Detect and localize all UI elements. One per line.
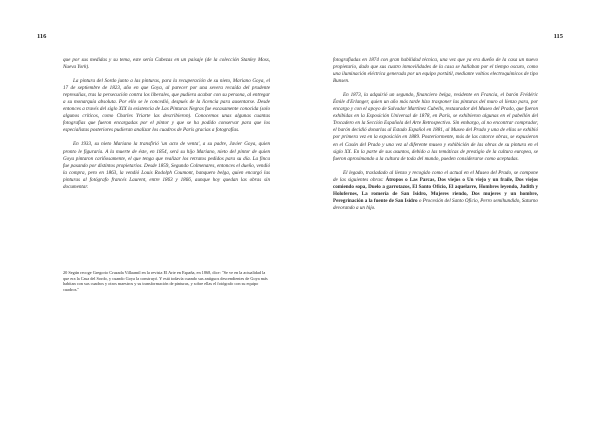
left-paragraph-2: La pintura del Sordo junto a las pinturas, para la recuperación de su nieto, Mariano Goya, el 17 de septiembre de 1823, año en que Goya, al parecer por una severa recaída del prudente represalias, tras la persecución contra los liberales, que pudiera acabar con su persona, al entregar a su monarquía absoluta. Por ello se le concedió, después de la licencia para ausentarse. Desde entonces a través del siglo XIX la existencia de Las Pinturas Negras fue escasamente conocida (solo algunos críticos, como Charles Yriarte las describieron). Conocemos unas algunas cuantas fotografías que fueron encargadas por el pintor y que se ha podido conservar para que los especialistas posteriores pudieran analizar los cuadros de París gracias a fotografías. bbox=[63, 78, 270, 134]
works-titles: Átropos o Las Parcas, Dos viejos o Un viejo y un fraile, Dos viejos comiendo sopa, Duelo a garrotazos, El Santo Oficio, El aquelarre, Hombres leyendo, Judith y Holofernes, La romería de San Isidro, Mujeres riendo, Dos mujeres y un hombre, Peregrinación a la fuente de San Isidro bbox=[333, 176, 538, 204]
right-paragraph-1: fotografiadas en 1874 con gran habilidad técnica, una vez que ya era dueño de la casa un nuevo propietario, dado que sus cuatro inmovilidades de la casa se hallaban por el tiempo oscuro, como una iluminación eléctrica generada por un equipo portátil, mediante voltios electroquímicos de tipo Bunsen. bbox=[333, 57, 538, 85]
right-paragraph-2: En 1873, la adquirió un segundo, financiero belga, residente en Francia, el barón Frédéric Émile d'Erlanger, quien un año más tarde hizo trasponer las pinturas del muro al lienzo para, por encargo y con el apoyo de Salvador Martínez Cubells, restaurador del Museo del Prado, que fueron exhibidas en la Exposición Universal de 1878, en París, se exhibieron algunas en el pabellón del Trocadero en la Sección Española del Arte Retrospectivo. Sin embargo, al no encontrar comprador, el barón decidió donarlas al Estado Español en 1881, al Museo del Prado y una de ellas se exhibió por primera vez en la exposición en 1889. Posteriormente, más de las catorce obras, se expusieron en el Casón del Prado y una vez al diferente museo y exhibición de las obras de su pintura en el siglo XX. En la parte de sus asuntos, debido a las temáticas de prestigio de la cultura europea, se fueron aproximando a la cultura de toda del mundo, pueden considerarse como aceptadas. bbox=[333, 92, 538, 162]
left-paragraph-1: que por sus medidas y su tema, este sería Cabezas en un paisaje (de la colección Stanley Moss, Nueva York). bbox=[63, 57, 270, 71]
left-page-number: 116 bbox=[37, 33, 47, 40]
right-page-number: 115 bbox=[553, 33, 563, 40]
works-intro: El legado, trasladado al lienzo y recogido como el actual en el Museo del Prado, se compone de las siguientes obras: bbox=[333, 169, 538, 183]
left-footnote bbox=[63, 270, 270, 292]
left-paragraph-3: En 1933, su nieto Mariano la transfirió 'un acto de venta', a su padre, Javier Goya, quien pronto le figuraría. A la muerte de éste, en 1854, será su hijo Mariano, nieto del pintor de quien Goya pintaron cariñosamente, el que tenga que realizar los retratos pedidos para su día. La finca fue pasando por distintos propietarios. Desde 1859, Segundo Colmenares, entonces el dueño, vendió la compra, pero en 1863, la vendió Louis Rodolph Coumont, banquero belga, quien encargó las pinturas al fotógrafo francés Laurent, entre 1863 y 1866, aunque hoy quedan las obras sin documentar. bbox=[63, 141, 270, 190]
left-page-body bbox=[63, 57, 270, 191]
right-paragraph-3 bbox=[333, 170, 538, 212]
works-outro: o Procesión del Santo Oficio, Perro semihundido, Saturno devorando a un hijo. bbox=[333, 197, 538, 211]
footnote-text: 20 Según recoge Gregorio Cruzada Villaamil en la revista El Arte en España, en 1868, dice: "Se ve en la actualidad la que era la Casa del Sordo, y cuando Goya la construyó. Y está todavía cuando sus antiguos descendientes de Goya más habitan con sus cuadros y otros maestros y su transformación de pinturas, y sobre ellas el fotógrafo con su equipo cuadros." bbox=[63, 270, 268, 292]
right-page-body bbox=[333, 57, 538, 212]
right-page bbox=[300, 0, 600, 424]
